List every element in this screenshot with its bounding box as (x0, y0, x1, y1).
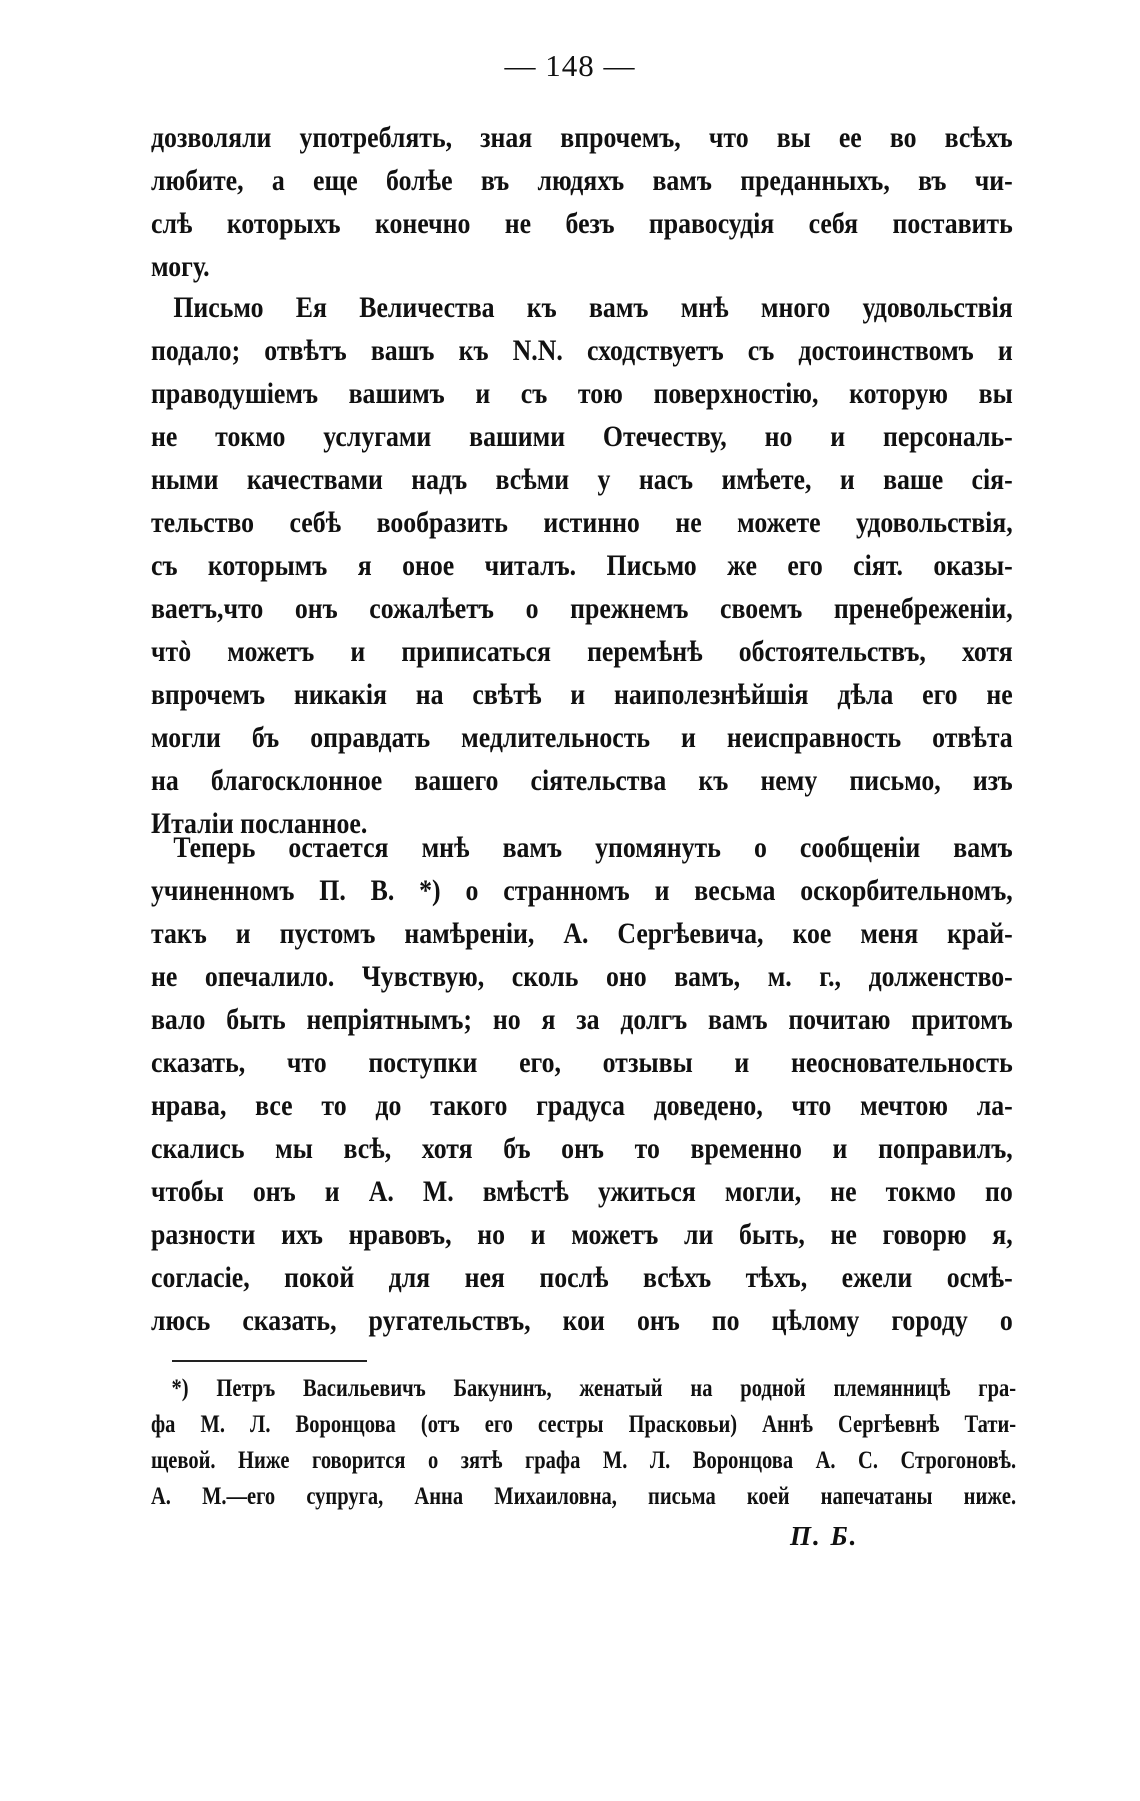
page-number: — 148 — (504, 48, 636, 83)
text-line: на благосклонное вашего сіятельства къ нему письмо, изъ (151, 764, 1013, 797)
text-line: вало быть непріятнымъ; но я за долгъ вамъ почитаю притомъ (151, 1003, 1013, 1036)
footnote-line: *) Петръ Васильевичъ Бакунинъ, женатый на родной племянницѣ гра- (171, 1375, 1017, 1402)
text-line: Письмо Ея Величества къ вамъ мнѣ много удовольствія (173, 291, 1013, 324)
text-line: ными качествами надъ всѣми у насъ имѣете, и ваше сія- (151, 463, 1013, 496)
paragraph-3 (151, 826, 1013, 1342)
text-line: чтобы онъ и А. М. вмѣстѣ ужиться могли, не токмо по (151, 1175, 1013, 1208)
text-line: не опечалило. Чувствую, сколь оно вамъ, м. г., долженство- (151, 960, 1013, 993)
text-line: чтò можетъ и приписаться перемѣнѣ обстоятельствъ, хотя (151, 635, 1013, 668)
text-line: любите, а еще болѣе въ людяхъ вамъ преданныхъ, въ чи- (151, 164, 1013, 197)
text-line: согласіе, покой для нея послѣ всѣхъ тѣхъ, ежели осмѣ- (151, 1261, 1013, 1294)
text-line: люсь сказать, ругательствъ, кои онъ по цѣлому городу о (151, 1304, 1013, 1337)
text-line: не токмо услугами вашими Отечеству, но и персональ- (151, 420, 1013, 453)
text-line: могу. (151, 250, 210, 283)
paragraph-2 (151, 286, 1013, 845)
footnote-line: А. М.—его супруга, Анна Михаиловна, письма коей напечатаны ниже. (151, 1483, 1017, 1510)
text-line: разности ихъ нравовъ, но и можетъ ли быть, не говорю я, (151, 1218, 1013, 1251)
text-line: подало; отвѣтъ вашъ къ N.N. сходствуетъ съ достоинствомъ и (151, 334, 1013, 367)
text-line: такъ и пустомъ намѣреніи, А. Сергѣевича, кое меня край- (151, 917, 1013, 950)
footnote-line: щевой. Ниже говорится о зятѣ графа М. Л. Воронцова А. С. Строгоновѣ. (151, 1447, 1017, 1474)
text-line: впрочемъ никакія на свѣтѣ и наиполезнѣйшія дѣла его не (151, 678, 1013, 711)
paragraph-1 (151, 116, 1013, 288)
text-line: слѣ которыхъ конечно не безъ правосудія себя поставить (151, 207, 1013, 240)
text-line: нрава, все то до такого градуса доведено, что мечтою ла- (151, 1089, 1013, 1122)
text-line: учиненномъ П. В. *) о странномъ и весьма оскорбительномъ, (151, 874, 1013, 907)
text-line: дозволяли употреблять, зная впрочемъ, что вы ее во всѣхъ (151, 121, 1013, 154)
text-line: праводушіемъ вашимъ и съ тою поверхностію, которую вы (151, 377, 1013, 410)
text-line: сказать, что поступки его, отзывы и неосновательность (151, 1046, 1013, 1079)
footnote (151, 1371, 1140, 1515)
text-line: ваетъ,что онъ сожалѣетъ о прежнемъ своемъ пренебреженіи, (151, 592, 1013, 625)
text-line: съ которымъ я оное читалъ. Письмо же его сіят. оказы- (151, 549, 1013, 582)
footnote-divider (172, 1360, 367, 1362)
text-line: Италіи посланное. (151, 807, 368, 840)
text-line: тельство себѣ вообразить истинно не можете удовольствія, (151, 506, 1013, 539)
text-line: скались мы всѣ, хотя бъ онъ то временно и поправилъ, (151, 1132, 1013, 1165)
text-line: Теперь остается мнѣ вамъ упомянуть о сообщеніи вамъ (173, 831, 1013, 864)
footnote-line: фа М. Л. Воронцова (отъ его сестры Прасковьи) Аннѣ Сергѣевнѣ Тати- (151, 1411, 1017, 1438)
footnote-signature: П. Б. (790, 1521, 859, 1551)
text-line: могли бъ оправдать медлительность и неисправность отвѣта (151, 721, 1013, 754)
